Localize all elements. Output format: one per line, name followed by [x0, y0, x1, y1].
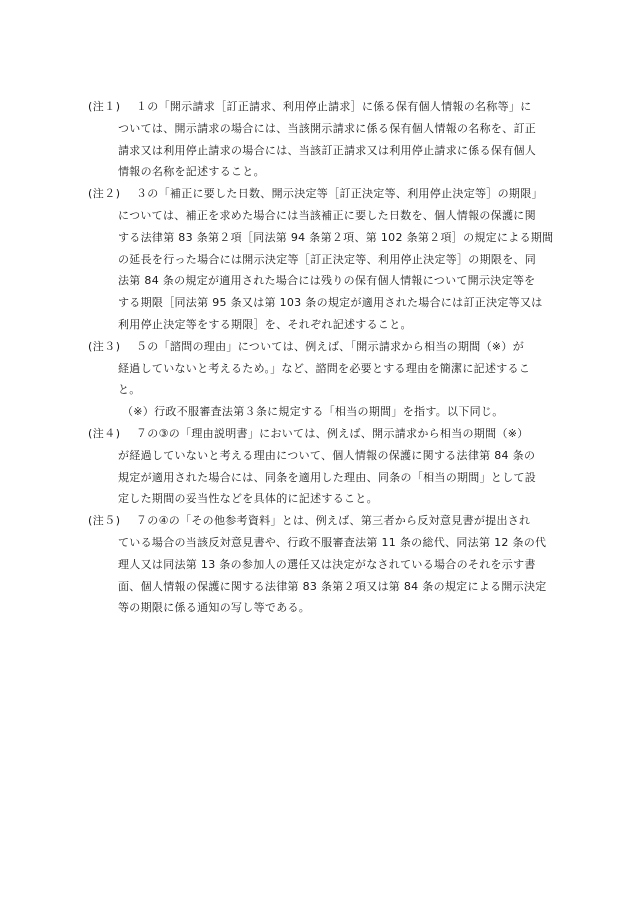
note-text-line: 請求又は利用停止請求の場合には、当該訂正請求又は利用停止請求に係る保有個人 [118, 143, 537, 157]
note-text-line: ついては、開示請求の場合には、当該開示請求に係る保有個人情報の名称を、訂正 [118, 121, 537, 135]
note-text-line: の延長を行った場合には開示決定等［訂正決定等、利用停止決定等］の期限を、同 [118, 252, 537, 266]
note-label: (注４) [88, 426, 121, 440]
note-label: (注２) [88, 187, 121, 201]
note-text-line: 情報の名称を記述すること。 [118, 165, 265, 179]
note-text-line: ている場合の当該反対意見書や、行政不服審査法第 11 条の総代、同法第 12 条の代 [118, 535, 547, 549]
notes-list [88, 96, 558, 619]
note-text-line: 等の期限に係る通知の写し等である。 [118, 601, 311, 615]
note-text-line: が経過していないと考える理由について、個人情報の保護に関する法律第 84 条の [118, 448, 536, 462]
note-text-line: 規定が適用された場合には、同条を適用した理由、同条の「相当の期間」として設 [118, 470, 537, 484]
note-text-line: ３の「補正に要した日数、開示決定等［訂正決定等、利用停止決定等］の期限」 [136, 187, 543, 201]
note-text-line: ７の④の「その他参考資料」とは、例えば、第三者から反対意見書が提出され [136, 514, 531, 528]
note-5 [88, 510, 558, 619]
note-2 [88, 183, 558, 336]
note-label: (注３) [88, 339, 121, 353]
note-text-line: する法律第 83 条第２項［同法第 94 条第２項、第 102 条第２項］の規定による期間 [118, 230, 554, 244]
note-label: (注５) [88, 514, 121, 528]
note-text-line: 経過していないと考えるため。」など、諮問を必要とする理由を簡潔に記述するこ [118, 361, 531, 375]
note-3 [88, 336, 558, 401]
note-text-line: ７の③の「理由説明書」においては、例えば、開示請求から相当の期間（※） [136, 426, 529, 440]
note-text-line: １の「開示請求［訂正請求、利用停止請求］に係る保有個人情報の名称等」に [136, 100, 532, 113]
note-label: (注１) [88, 100, 121, 113]
note-text-line: 面、個人情報の保護に関する法律第 83 条第２項又は第 84 条の規定による開示決定 [118, 579, 547, 593]
note-text-line: 定した期間の妥当性などを具体的に記述すること。 [118, 492, 378, 506]
asterisk-footnote: （※）行政不服審査法第３条に規定する「相当の期間」を指す。以下同じ。 [122, 405, 504, 419]
note-text-line: する期限［同法第 95 条又は第 103 条の規定が適用された場合には訂正決定等又は [118, 296, 543, 310]
note-text-line: 理人又は同法第 13 条の参加人の選任又は決定がなされている場合のそれを示す書 [118, 557, 536, 571]
note-text-line: と。 [118, 383, 141, 397]
note-text-line: 法第 84 条の規定が適用された場合には残りの保有個人情報について開示決定等を [118, 274, 536, 288]
note-text-line: ５の「諮問の理由」については、例えば、「開示請求から相当の期間（※）が [136, 339, 524, 353]
note-text-line: については、補正を求めた場合には当該補正に要した日数を、個人情報の保護に関 [118, 208, 536, 222]
note-text-line: 利用停止決定等をする期限］を、それぞれ記述すること。 [118, 317, 412, 331]
note-1 [88, 96, 558, 183]
note-4 [88, 423, 558, 510]
